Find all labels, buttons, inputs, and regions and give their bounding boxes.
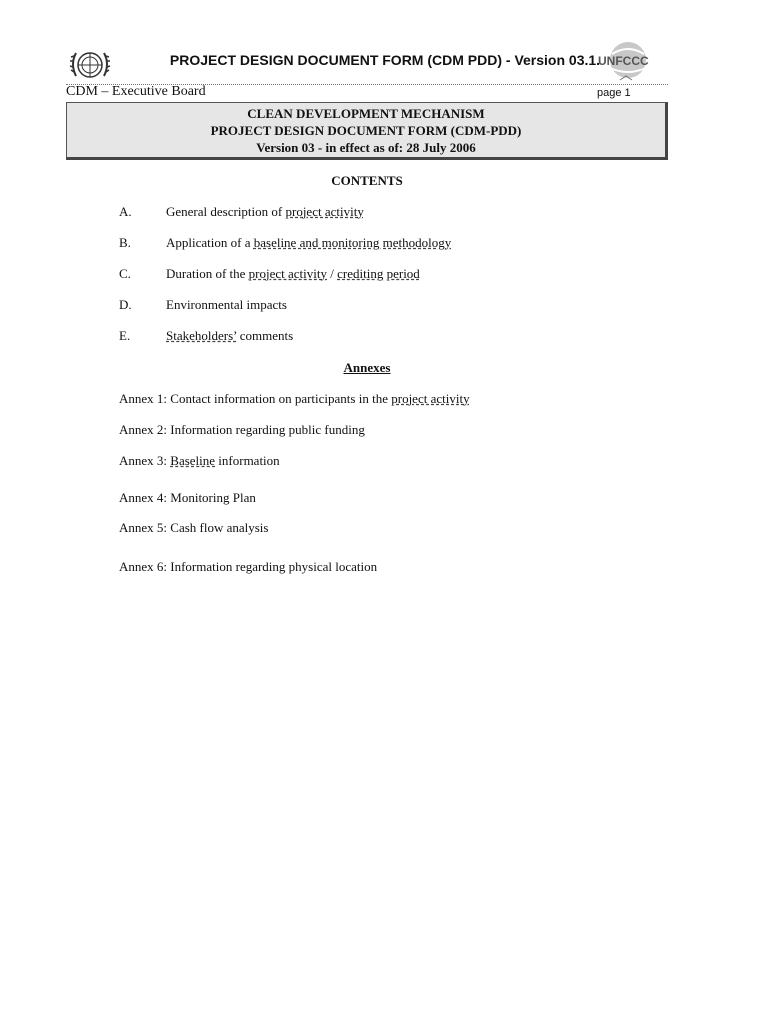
section-title: Duration of the project activity / crediting period — [166, 266, 420, 281]
section-letter: E. — [119, 328, 131, 343]
section-letter: B. — [119, 235, 131, 250]
svg-text:UNFCCC: UNFCCC — [598, 54, 649, 68]
page-number: page 1 — [597, 87, 631, 99]
executive-board-label: CDM – Executive Board — [66, 84, 206, 99]
annex-item: Annex 2: Information regarding public funding — [119, 422, 365, 437]
annex-item: Annex 1: Contact information on participants in the project activity — [119, 391, 470, 406]
annexes-heading: Annexes — [343, 360, 391, 375]
section-letter: C. — [119, 266, 131, 281]
annex-item: Annex 6: Information regarding physical location — [119, 559, 378, 574]
title-line-1: CLEAN DEVELOPMENT MECHANISM — [247, 106, 485, 121]
section-letter: A. — [119, 204, 132, 219]
document-header-title: PROJECT DESIGN DOCUMENT FORM (CDM PDD) - Version 03.1. — [169, 52, 601, 68]
annex-item: Annex 4: Monitoring Plan — [119, 490, 256, 505]
title-line-3: Version 03 - in effect as of: 28 July 2006 — [256, 140, 476, 155]
section-title: General description of project activity — [166, 204, 364, 219]
title-box — [66, 102, 668, 160]
unfccc-logo-icon — [592, 40, 654, 86]
section-title: Environmental impacts — [166, 297, 287, 312]
annex-item: Annex 5: Cash flow analysis — [119, 520, 269, 535]
section-title: Application of a baseline and monitoring methodology — [166, 235, 452, 250]
section-letter: D. — [119, 297, 132, 312]
section-title: Stakeholders’ comments — [166, 328, 294, 343]
annex-item: Annex 3: Baseline information — [119, 453, 280, 468]
title-line-2: PROJECT DESIGN DOCUMENT FORM (CDM-PDD) — [210, 123, 522, 138]
contents-heading: CONTENTS — [331, 173, 403, 188]
